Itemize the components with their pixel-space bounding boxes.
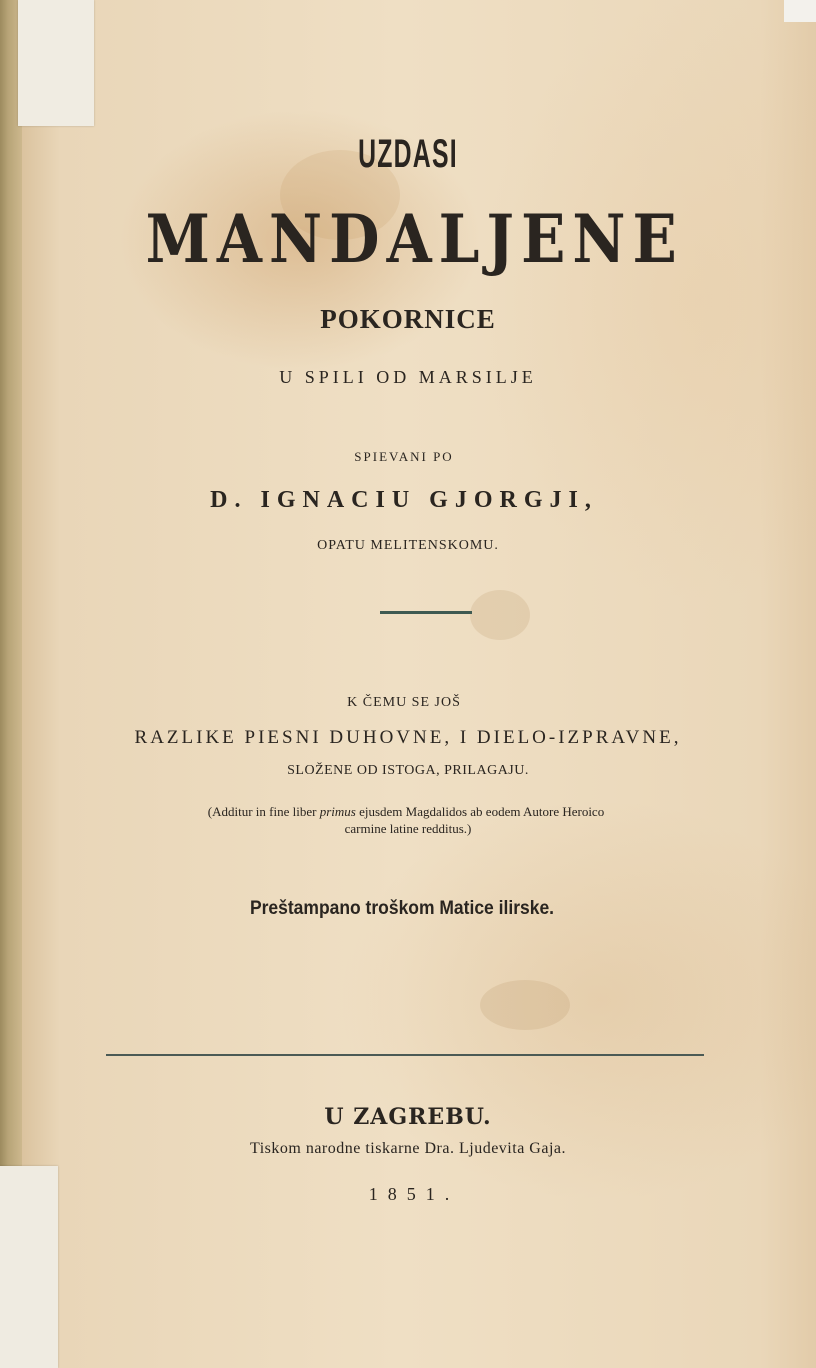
addition-main: RAZLIKE PIESNI DUHOVNE, I DIELO-IZPRAVNE, [134,727,682,748]
author-name: D. IGNACIU GJORGJI, [210,487,598,513]
title-mandaljene: MANDALJENE [145,200,684,278]
library-label-top [18,0,94,126]
latin-note-italic: primus [319,804,356,819]
book-spine-edge [0,0,22,1368]
latin-note-line1 [0,804,814,820]
divider-long [106,1054,704,1056]
latin-note-part1: (Additur in fine liber [207,804,320,819]
paper-stain [470,590,530,640]
imprint-city: U ZAGREBU. [324,1104,492,1130]
location-line: U SPILI OD MARSILJE [279,367,537,387]
paper-stain [480,980,570,1030]
latin-note-part2: ejusdem Magdalidos ab eodem Autore Heroico [355,804,605,819]
reprint-stamp: Preštampano troškom Matice ilirske. [249,898,555,919]
imprint-year: 1851. [368,1184,460,1204]
addition-intro: K ČEMU SE JOŠ [347,695,461,710]
latin-note-line2: carmine latine redditus.) [344,821,472,836]
sung-by-label: SPIEVANI PO [354,449,454,464]
author-title: OPATU MELITENSKOMU. [317,538,499,553]
torn-corner [784,0,816,22]
title-pokornice: POKORNICE [320,304,496,334]
addition-end: SLOŽENE OD ISTOGA, PRILAGAJU. [287,763,529,778]
title-uzdasi: UZDASI [358,132,458,176]
divider-short [380,611,472,614]
imprint-printer: Tiskom narodne tiskarne Dra. Ljudevita Gaja. [249,1140,566,1157]
